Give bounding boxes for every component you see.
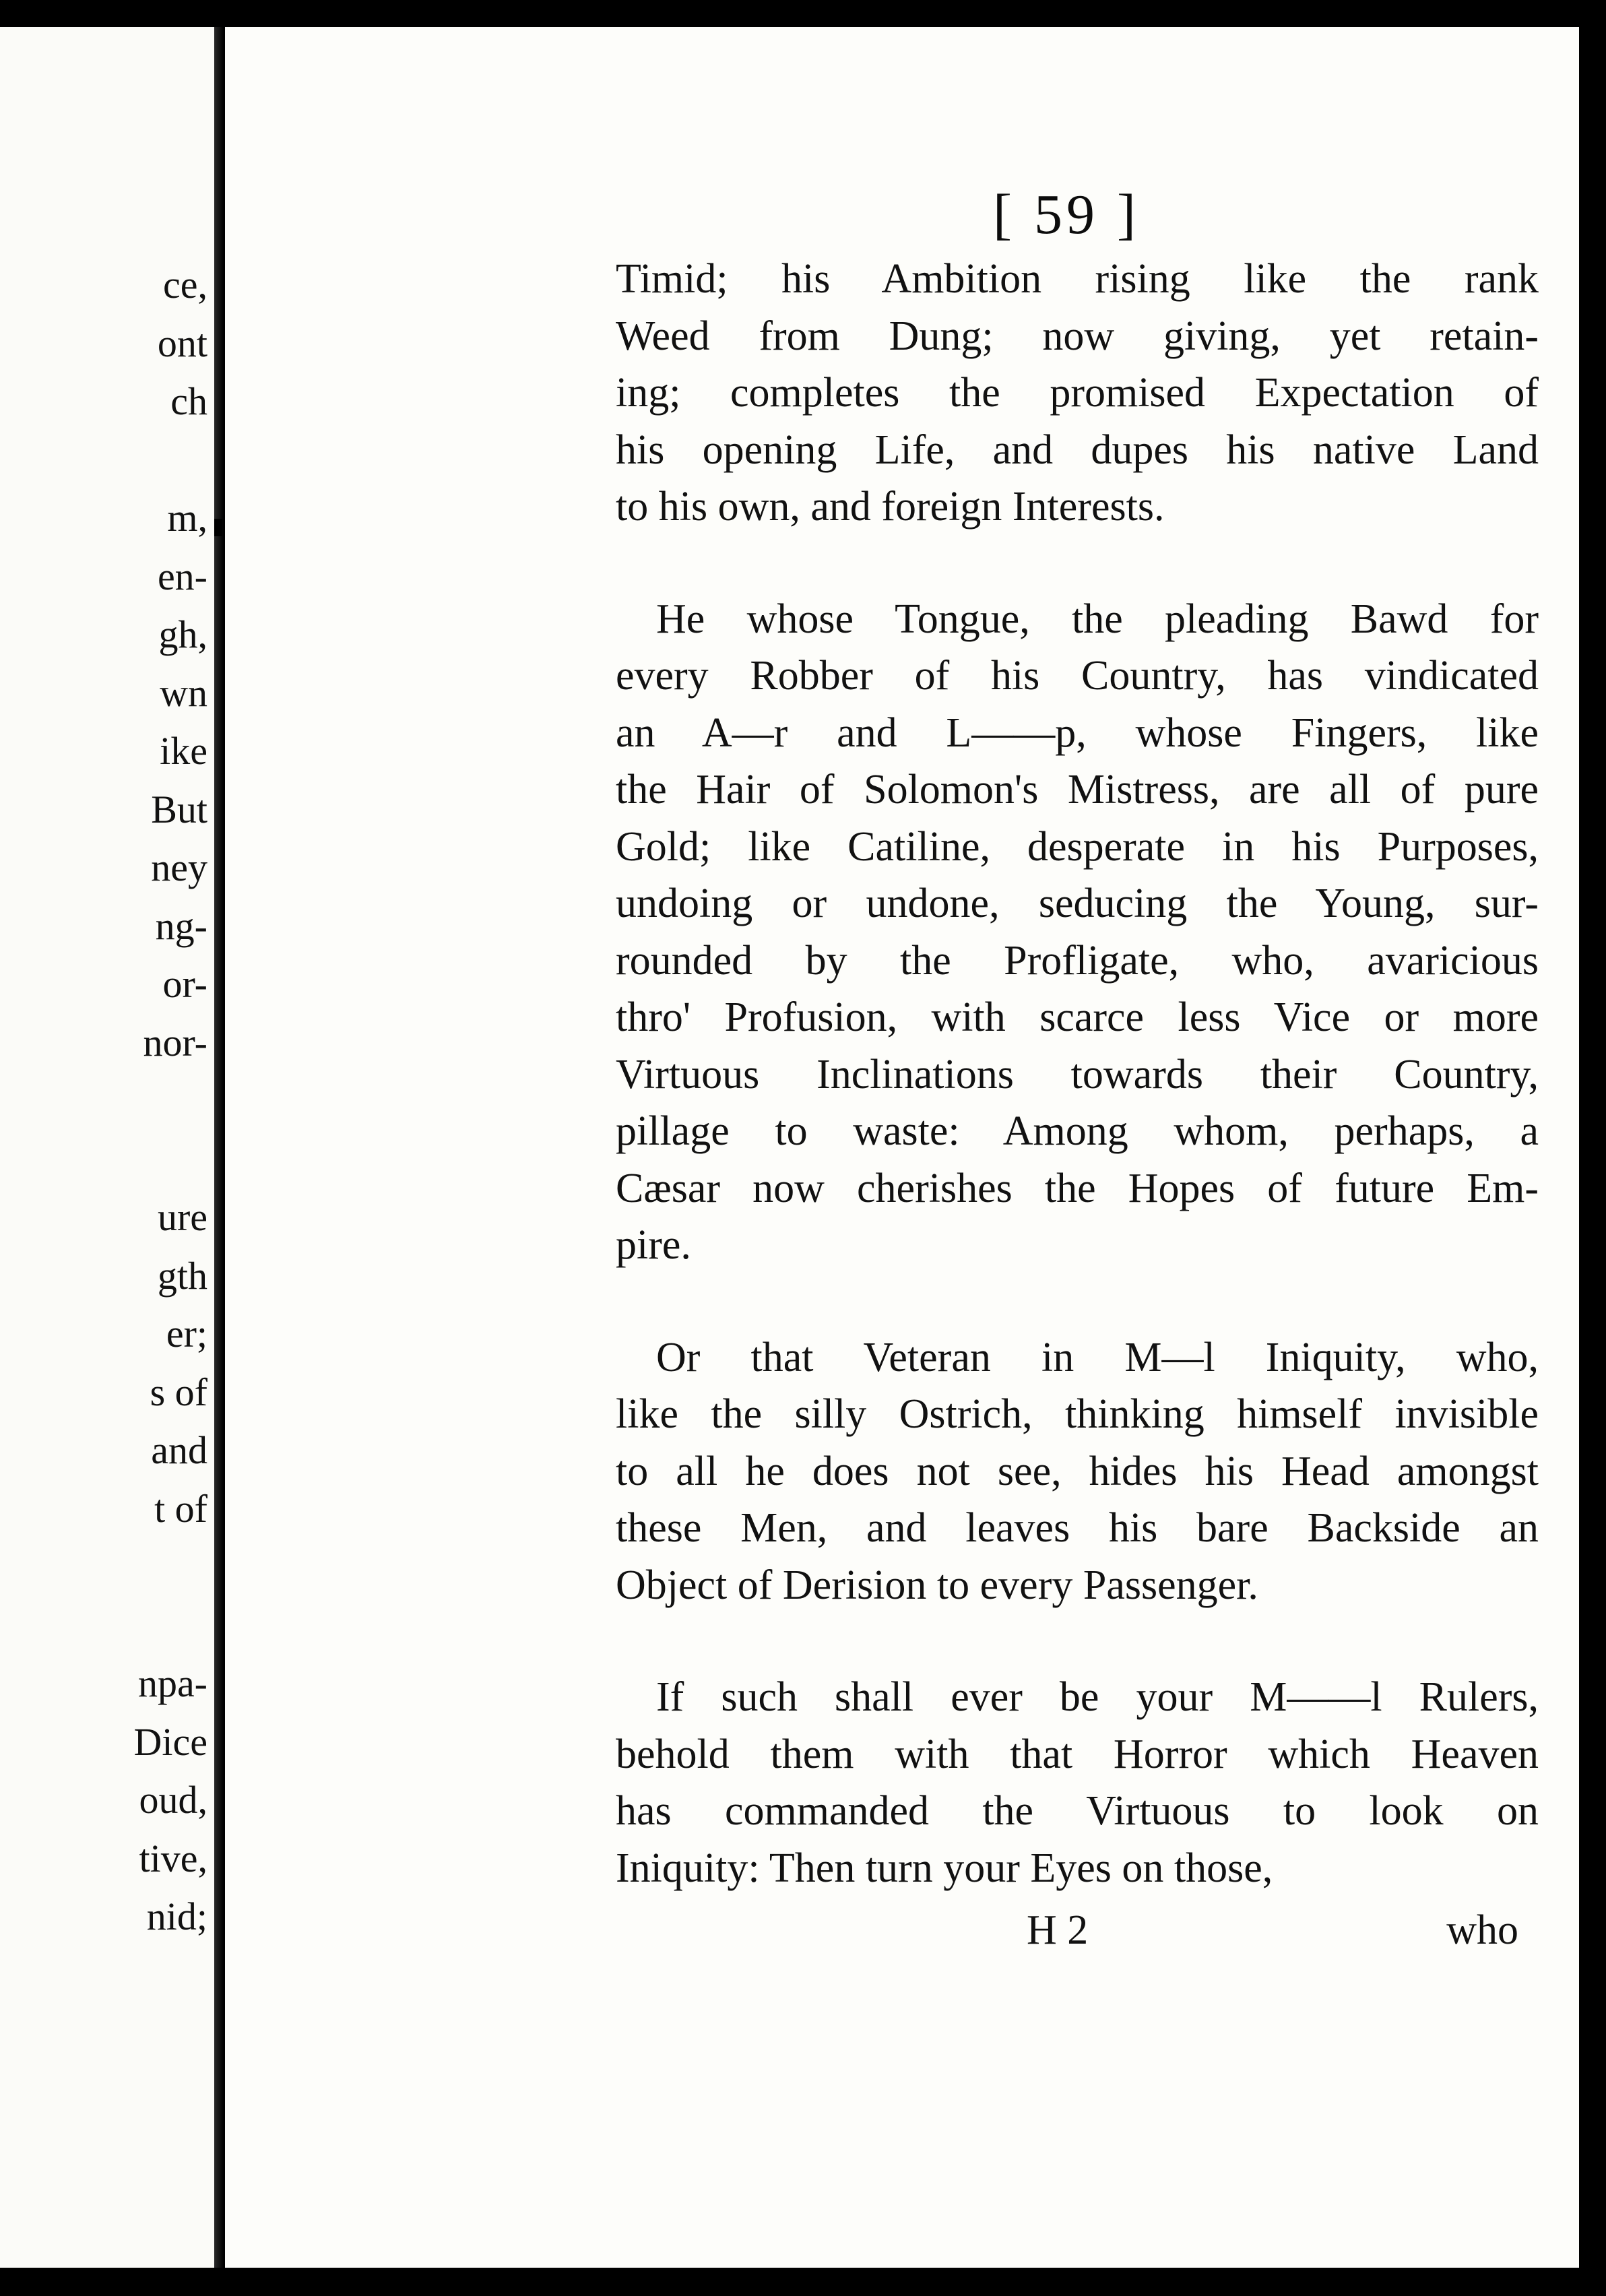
book-gutter — [214, 27, 224, 2268]
facing-page-fragment: and — [151, 1428, 207, 1472]
facing-page-fragment: nor- — [143, 1020, 207, 1064]
text-line: like the silly Ostrich, thinking himself invisible — [616, 1391, 1539, 1437]
page-number: [ 59 ] — [993, 183, 1140, 246]
paragraph — [616, 1329, 1539, 1614]
facing-page-text — [5, 256, 207, 1946]
facing-page-fragment: wn — [160, 670, 207, 715]
text-line: pillage to waste: Among whom, perhaps, a — [616, 1108, 1539, 1154]
facing-page — [0, 27, 214, 2268]
text-line: to all he does not see, hides his Head amongst — [616, 1448, 1539, 1494]
text-line: these Men, and leaves his bare Backside an — [616, 1505, 1539, 1551]
facing-page-fragment: ure — [157, 1195, 207, 1239]
signature-mark: H 2 — [1027, 1907, 1089, 1953]
facing-page-fragment: Dice — [133, 1719, 207, 1764]
facing-page-fragment: or- — [162, 962, 207, 1006]
text-line: pire. — [616, 1222, 691, 1268]
facing-page-fragment: ont — [157, 321, 207, 365]
text-line: every Robber of his Country, has vindicated — [616, 653, 1539, 699]
paragraph — [616, 1669, 1539, 1896]
facing-page-fragment: s of — [150, 1370, 207, 1414]
page — [225, 27, 1579, 2268]
text-line: Object of Derision to every Passenger. — [616, 1562, 1258, 1608]
facing-page-fragment: oud, — [139, 1778, 207, 1822]
text-line: rounded by the Profligate, who, avaricious — [616, 937, 1539, 984]
facing-page-fragment: t of — [154, 1486, 207, 1531]
text-line: Gold; like Catiline, desperate in his Purposes, — [616, 823, 1539, 870]
text-line: behold them with that Horror which Heaven — [616, 1731, 1539, 1777]
text-line: Cæsar now cherishes the Hopes of future Em- — [616, 1165, 1539, 1211]
text-line: to his own, and foreign Interests. — [616, 484, 1165, 530]
facing-page-fragment: m, — [167, 496, 207, 540]
facing-page-fragment: er; — [166, 1312, 207, 1356]
facing-page-fragment: ney — [151, 846, 207, 889]
catchword: who — [1446, 1907, 1518, 1953]
facing-page-fragment — [5, 1130, 207, 1189]
text-line: undoing or undone, seducing the Young, sur- — [616, 881, 1539, 926]
facing-page-fragment — [5, 1597, 207, 1655]
facing-page-fragment: nid; — [146, 1894, 207, 1938]
text-line: ing; completes the promised Expectation of — [616, 370, 1539, 416]
text-line: Weed from Dung; now giving, yet retain- — [616, 313, 1539, 359]
facing-page-fragment: gth — [157, 1253, 207, 1298]
text-line: Timid; his Ambition rising like the rank — [616, 256, 1539, 302]
text-line: has commanded the Virtuous to look on — [616, 1788, 1539, 1834]
facing-page-fragment — [5, 431, 207, 490]
facing-page-fragment: But — [151, 787, 207, 831]
text-line: Or that Veteran in M—l Iniquity, who, — [656, 1334, 1539, 1380]
paragraph — [616, 591, 1539, 1274]
fold-mark — [214, 519, 222, 536]
facing-page-fragment: ike — [160, 729, 207, 773]
facing-page-fragment: npa- — [137, 1661, 207, 1705]
text-line: He whose Tongue, the pleading Bawd for — [656, 596, 1539, 642]
text-line: an A—r and L——p, whose Fingers, like — [616, 709, 1539, 756]
facing-page-fragment: ch — [170, 379, 207, 423]
facing-page-fragment — [5, 1538, 207, 1597]
body-text — [616, 251, 1539, 1952]
text-line: Virtuous Inclinations towards their Country, — [616, 1051, 1539, 1097]
facing-page-fragment: ng- — [155, 903, 207, 948]
facing-page-fragment: gh, — [158, 612, 207, 656]
text-line: his opening Life, and dupes his native Land — [616, 426, 1539, 473]
text-line: If such shall ever be your M——l Rulers, — [656, 1674, 1539, 1720]
facing-page-fragment: en- — [157, 554, 207, 598]
facing-page-fragment: ce, — [163, 263, 207, 307]
facing-page-fragment — [5, 1072, 207, 1130]
text-line: the Hair of Solomon's Mistress, are all of pure — [616, 767, 1539, 812]
text-line: thro' Profusion, with scarce less Vice or more — [616, 994, 1539, 1040]
page-footer — [616, 1907, 1539, 1964]
facing-page-fragment: tive, — [139, 1836, 207, 1880]
text-line: Iniquity: Then turn your Eyes on those, — [616, 1845, 1273, 1891]
paragraph — [616, 251, 1539, 536]
